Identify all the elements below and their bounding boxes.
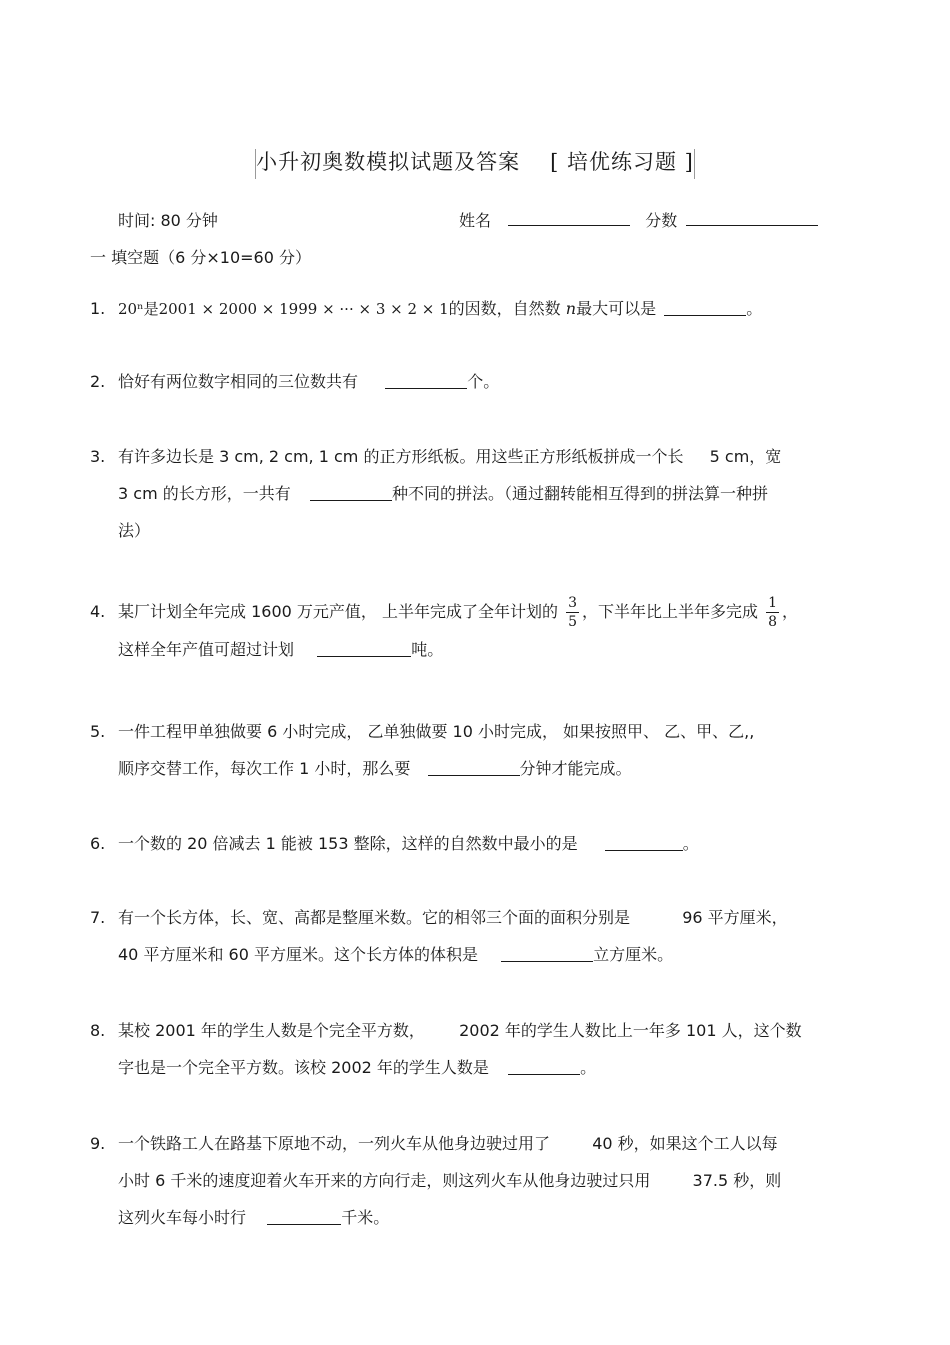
question-number: 4. (90, 602, 106, 621)
question-text: 千米。 (341, 1208, 390, 1227)
question-text: 有许多边长是 3 cm, 2 cm, 1 cm 的正方形纸板。用这些正方形纸板拼成一个长 (118, 447, 684, 466)
answer-blank[interactable] (501, 943, 593, 962)
answer-blank[interactable] (605, 832, 683, 851)
answer-blank[interactable] (508, 1056, 580, 1075)
question-text: 吨。 (411, 640, 444, 659)
fraction-3-5 (566, 594, 579, 631)
time-label: 时间: 80 分钟 (118, 211, 218, 230)
fraction-1-8 (766, 594, 779, 631)
question-text: 40 秒，如果这个工人以每 (592, 1134, 778, 1153)
question-text: ， (782, 602, 799, 621)
question-7 (90, 899, 865, 973)
name-blank[interactable] (508, 209, 630, 226)
question-number: 2. (90, 372, 106, 391)
title-main: 小升初奥数模拟试题及答案 (256, 150, 521, 174)
fraction-denominator: 8 (768, 614, 778, 630)
question-text: 的因数，自然数 (448, 299, 561, 318)
question-text: 96 平方厘米， (682, 908, 788, 927)
fraction-numerator: 3 (568, 595, 577, 611)
question-2 (90, 363, 865, 400)
question-text: 一个铁路工人在路基下原地不动，一列火车从他身边驶过用了 (118, 1134, 551, 1153)
page-title (0, 146, 950, 179)
question-number: 6. (90, 834, 106, 853)
question-text: 40 平方厘米和 60 平方厘米。这个长方体的体积是 (118, 945, 478, 964)
question-text: 5 cm，宽 (709, 447, 782, 466)
question-text: 某厂计划全年完成 1600 万元产值， 上半年完成了全年计划的 (118, 602, 558, 621)
question-6 (90, 825, 865, 862)
math-expression: 20ⁿ是2001 × 2000 × 1999 × ··· × 3 × 2 × 1 (118, 300, 449, 318)
variable-n: n (565, 299, 577, 318)
answer-blank[interactable] (664, 297, 746, 316)
question-text: 这样全年产值可超过计划 (118, 640, 295, 659)
question-text: 顺序交替工作，每次工作 1 小时，那么要 (118, 759, 411, 778)
answer-blank[interactable] (385, 370, 467, 389)
score-label: 分数 (645, 211, 678, 230)
question-text: 这列火车每小时行 (118, 1208, 247, 1227)
question-number: 7. (90, 908, 106, 927)
question-end: 。 (682, 834, 699, 853)
question-text: 恰好有两位数字相同的三位数共有 (118, 372, 359, 391)
score-blank[interactable] (686, 209, 818, 226)
question-5 (90, 713, 865, 787)
question-3 (90, 438, 865, 549)
question-text: 2002 年的学生人数比上一年多 101 人，这个数 (459, 1021, 802, 1040)
section-heading: 一 填空题（6 分×10=60 分） (90, 248, 311, 267)
question-text: 立方厘米。 (593, 945, 674, 964)
name-field-row (459, 208, 818, 231)
title-subtitle: [ 培优练习题 ] (550, 150, 694, 174)
question-1 (90, 290, 865, 328)
answer-blank[interactable] (317, 638, 411, 657)
question-4 (90, 593, 865, 668)
question-number: 9. (90, 1134, 106, 1153)
question-end: 。 (746, 299, 763, 318)
question-text: ，下半年比上半年多完成 (582, 602, 759, 621)
question-text: 法） (118, 521, 151, 540)
question-9 (90, 1125, 865, 1236)
name-label: 姓名 (459, 211, 492, 230)
question-number: 5. (90, 722, 106, 741)
answer-blank[interactable] (267, 1206, 341, 1225)
question-text: 分钟才能完成。 (519, 759, 632, 778)
question-text: 有一个长方体，长、宽、高都是整厘米数。它的相邻三个面的面积分别是 (118, 908, 631, 927)
fraction-denominator: 5 (568, 614, 577, 630)
question-end: 个。 (467, 372, 500, 391)
question-text-2: 最大可以是 (576, 299, 657, 318)
answer-blank[interactable] (310, 482, 392, 501)
question-number: 1. (90, 299, 106, 318)
question-text: 3 cm 的长方形，一共有 (118, 484, 291, 503)
question-text: 一个数的 20 倍减去 1 能被 153 整除，这样的自然数中最小的是 (118, 834, 578, 853)
question-text: 37.5 秒，则 (692, 1171, 782, 1190)
question-number: 3. (90, 447, 106, 466)
question-number: 8. (90, 1021, 106, 1040)
question-text: 一件工程甲单独做要 6 小时完成， 乙单独做要 10 小时完成， 如果按照甲、 乙、甲、乙,, (118, 722, 755, 741)
question-text: 种不同的拼法。（通过翻转能相互得到的拼法算一种拼 (391, 484, 768, 503)
question-8 (90, 1012, 865, 1086)
question-text: 某校 2001 年的学生人数是个完全平方数， (118, 1021, 425, 1040)
fraction-numerator: 1 (768, 595, 778, 611)
question-text: 小时 6 千米的速度迎着火车开来的方向行走，则这列火车从他身边驶过只用 (118, 1171, 651, 1190)
title-right-rule (694, 149, 695, 179)
question-text: 。 (580, 1058, 597, 1077)
question-text: 字也是一个完全平方数。该校 2002 年的学生人数是 (118, 1058, 489, 1077)
answer-blank[interactable] (428, 757, 520, 776)
